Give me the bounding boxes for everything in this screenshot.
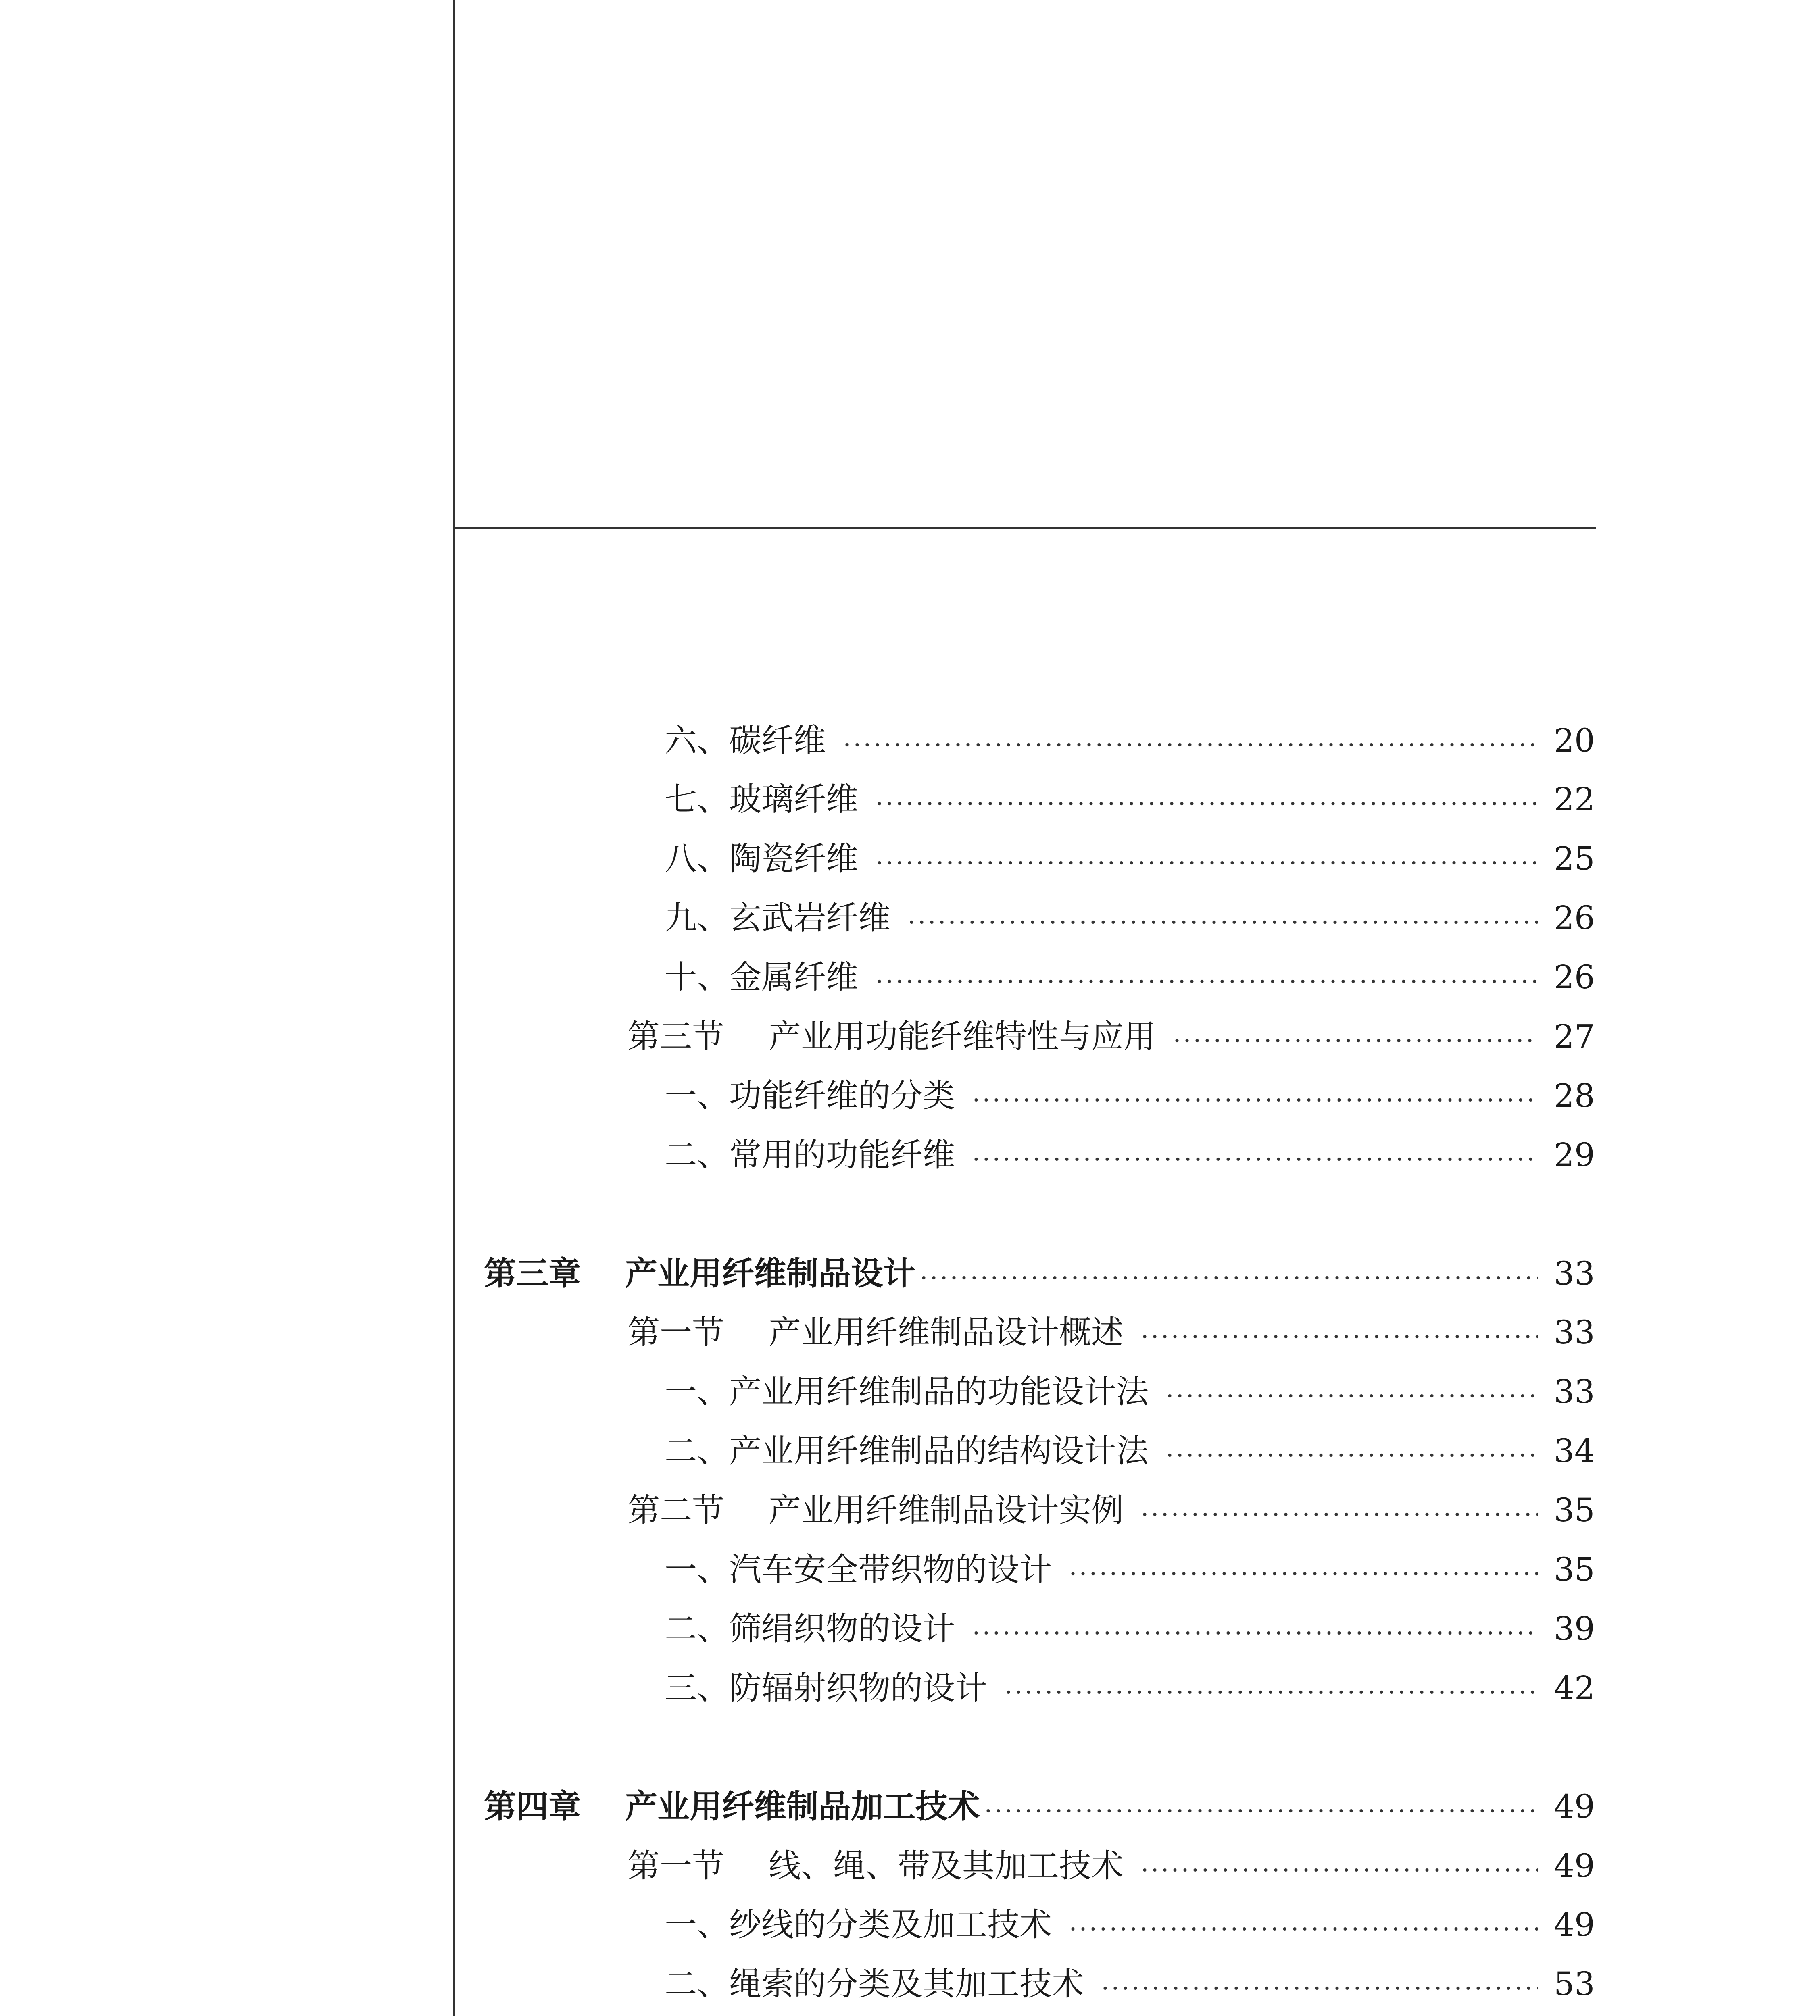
toc-entry-title: 一、汽车安全带织物的设计 bbox=[665, 1551, 1052, 1588]
toc-entry-item[interactable] bbox=[665, 1607, 1594, 1651]
toc-page-number: 49 bbox=[1554, 1906, 1595, 1943]
dot-leader bbox=[1140, 1868, 1538, 1872]
toc-entry-item[interactable] bbox=[665, 1429, 1594, 1473]
toc-entry-item[interactable] bbox=[665, 837, 1594, 881]
dot-leader bbox=[1140, 1512, 1538, 1516]
toc-entry-title: 十、金属纤维 bbox=[665, 958, 858, 996]
dot-leader bbox=[1172, 1039, 1538, 1043]
toc-page-number: 29 bbox=[1554, 1136, 1595, 1174]
toc-entry-title: 产业用纤维制品加工技术 bbox=[625, 1788, 980, 1825]
toc-page-number: 26 bbox=[1554, 958, 1595, 996]
dot-leader bbox=[907, 920, 1538, 924]
toc-entry-item[interactable] bbox=[665, 1962, 1594, 2006]
dot-leader bbox=[1165, 1394, 1538, 1398]
toc-entry-item[interactable] bbox=[665, 896, 1594, 940]
toc-page-number: 20 bbox=[1554, 722, 1595, 759]
toc-entry-title: 六、碳纤维 bbox=[665, 722, 826, 759]
dot-leader bbox=[874, 802, 1538, 806]
dot-leader bbox=[983, 1809, 1538, 1813]
section-number: 第二节 bbox=[628, 1491, 724, 1529]
toc-entry-title: 产业用纤维制品设计 bbox=[625, 1255, 915, 1292]
dot-leader bbox=[1068, 1927, 1538, 1931]
dot-leader bbox=[971, 1631, 1538, 1635]
toc-entry-title: 线、绳、带及其加工技术 bbox=[769, 1847, 1124, 1885]
toc-page-number: 22 bbox=[1554, 781, 1595, 818]
toc-page-number: 49 bbox=[1554, 1788, 1595, 1825]
toc-entry-item[interactable] bbox=[665, 1370, 1594, 1414]
dot-leader bbox=[874, 861, 1538, 865]
toc-entry-section[interactable] bbox=[628, 1844, 1594, 1888]
toc-entry-title: 三、防辐射织物的设计 bbox=[665, 1669, 987, 1707]
toc-page-number: 33 bbox=[1554, 1314, 1595, 1351]
section-number: 第三节 bbox=[628, 1018, 724, 1055]
section-number: 第一节 bbox=[628, 1847, 724, 1885]
toc-page-number: 35 bbox=[1554, 1551, 1595, 1588]
toc-entry-title: 九、玄武岩纤维 bbox=[665, 899, 890, 937]
toc-entry-item[interactable] bbox=[665, 1547, 1594, 1592]
toc-page-number: 34 bbox=[1554, 1432, 1595, 1470]
toc-page-number: 53 bbox=[1554, 1965, 1595, 2003]
dot-leader bbox=[1165, 1453, 1538, 1457]
toc-entry-item[interactable] bbox=[665, 955, 1594, 1000]
toc-page-number: 27 bbox=[1554, 1018, 1595, 1055]
section-number: 第一节 bbox=[628, 1314, 724, 1351]
dot-leader bbox=[874, 979, 1538, 983]
toc-entry-title: 一、产业用纤维制品的功能设计法 bbox=[665, 1373, 1149, 1410]
dot-leader bbox=[919, 1276, 1538, 1280]
toc-entry-title: 二、常用的功能纤维 bbox=[665, 1136, 955, 1174]
toc-entry-title: 二、产业用纤维制品的结构设计法 bbox=[665, 1432, 1149, 1470]
toc-entry-chapter[interactable] bbox=[484, 1252, 1594, 1296]
toc-page-number: 33 bbox=[1554, 1255, 1595, 1292]
toc-entry-title: 八、陶瓷纤维 bbox=[665, 840, 858, 877]
toc-entry-title: 二、筛绢织物的设计 bbox=[665, 1610, 955, 1647]
toc-page-number: 39 bbox=[1554, 1610, 1595, 1647]
toc-entry-title: 七、玻璃纤维 bbox=[665, 781, 858, 818]
toc-entry-section[interactable] bbox=[628, 1014, 1594, 1059]
toc-entry-title: 产业用功能纤维特性与应用 bbox=[769, 1018, 1156, 1055]
toc-page-number: 33 bbox=[1554, 1373, 1595, 1410]
toc-entry-item[interactable] bbox=[665, 1666, 1594, 1710]
dot-leader bbox=[1100, 1986, 1538, 1990]
toc-entry-section[interactable] bbox=[628, 1488, 1594, 1533]
dot-leader bbox=[1068, 1572, 1538, 1576]
chapter-number: 第三章 bbox=[484, 1255, 581, 1292]
toc-entry-title: 产业用纤维制品设计概述 bbox=[769, 1314, 1124, 1351]
toc-page-number: 49 bbox=[1554, 1847, 1595, 1885]
dot-leader bbox=[971, 1098, 1538, 1102]
dot-leader bbox=[1140, 1335, 1538, 1339]
toc-entry-item[interactable] bbox=[665, 777, 1594, 822]
toc-page-number: 42 bbox=[1554, 1669, 1595, 1707]
toc-entry-item[interactable] bbox=[665, 1133, 1594, 1177]
toc-entry-item[interactable] bbox=[665, 1903, 1594, 1947]
toc-page-number: 28 bbox=[1554, 1077, 1595, 1114]
dot-leader bbox=[971, 1157, 1538, 1161]
toc-page-number: 26 bbox=[1554, 899, 1595, 937]
toc-entry-title: 二、绳索的分类及其加工技术 bbox=[665, 1965, 1084, 2003]
toc-entry-chapter[interactable] bbox=[484, 1785, 1594, 1829]
dot-leader bbox=[842, 743, 1538, 747]
toc-entry-title: 一、纱线的分类及加工技术 bbox=[665, 1906, 1052, 1943]
dot-leader bbox=[1003, 1690, 1538, 1694]
toc-page-number: 25 bbox=[1554, 840, 1595, 877]
toc-entry-item[interactable] bbox=[665, 1074, 1594, 1118]
chapter-number: 第四章 bbox=[484, 1788, 581, 1825]
toc-entry-item[interactable] bbox=[665, 719, 1594, 763]
toc-entry-title: 产业用纤维制品设计实例 bbox=[769, 1491, 1124, 1529]
toc-entry-title: 一、功能纤维的分类 bbox=[665, 1077, 955, 1114]
toc-page-number: 35 bbox=[1554, 1491, 1595, 1529]
toc-entry-section[interactable] bbox=[628, 1310, 1594, 1355]
